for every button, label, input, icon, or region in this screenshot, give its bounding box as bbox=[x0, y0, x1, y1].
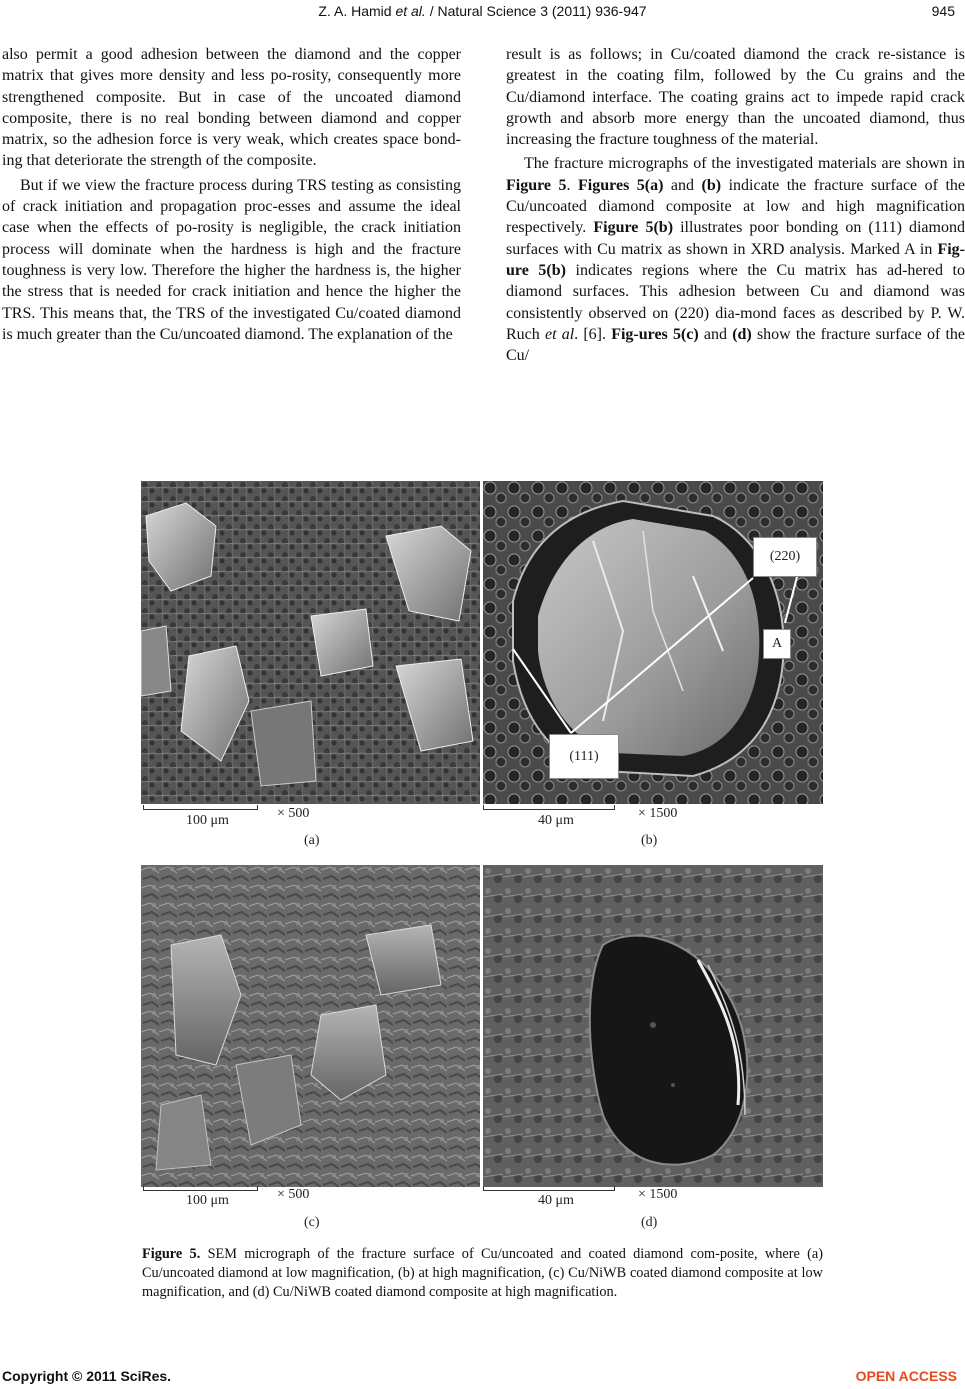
scale-label: 100 μm bbox=[186, 813, 229, 828]
panel-d bbox=[483, 865, 823, 1233]
right-paragraph-2: The fracture micrographs of the investigated materials are shown in Figure 5. Figures 5(a) and (b) indicate the fracture surface of the Cu/uncoated diamond composite at low and high magnification respectively. Figure 5(b) illustrates poor bonding on (111) diamond surfaces with Cu matrix as shown in XRD analysis. Marked A in Fig-ure 5(b) indicates regions where the Cu matrix has ad-hered to diamond surfaces. This adhesion between Cu and diamond was consistently observed on (220) dia-mond faces as described by P. W. Ruch et al. [6]. Fig-ures 5(c) and (d) show the fracture surface of the Cu/ bbox=[506, 155, 965, 365]
copyright-text: Copyright © 2011 SciRes. bbox=[2, 1368, 172, 1384]
magnification-label: × 500 bbox=[277, 806, 310, 821]
callout-a: A bbox=[763, 629, 791, 659]
scale-bar bbox=[483, 809, 615, 810]
callout-111: (111) bbox=[549, 734, 619, 779]
header-journal: / Natural Science 3 (2011) 936-947 bbox=[429, 3, 647, 19]
left-paragraph-1: also permit a good adhesion between the diamond and the copper matrix that gives more density and less po-rosity, consequently more strengthened composite. But in case of the uncoated diamond composite, there is no real bonding between diamond and copper matrix, so the adhesion force is very weak, which creates space bond-ing that deteriorate the strength of the composite. bbox=[2, 46, 461, 170]
figure-ref[interactable]: Fig-ures 5(c) bbox=[611, 325, 699, 343]
panel-label: (d) bbox=[641, 1215, 658, 1230]
magnification-label: × 500 bbox=[277, 1187, 310, 1202]
scale-bar bbox=[143, 809, 258, 810]
header-et-al: et al. bbox=[395, 3, 426, 19]
figure-ref[interactable]: Fig-ure 5(b) bbox=[506, 240, 965, 279]
figure-ref[interactable]: Figure 5(b) bbox=[593, 219, 674, 237]
scale-label: 40 μm bbox=[538, 1193, 574, 1208]
open-access-link[interactable]: OPEN ACCESS bbox=[855, 1368, 957, 1384]
running-header bbox=[0, 0, 965, 22]
figure-ref[interactable]: Figure 5 bbox=[506, 176, 567, 194]
panel-label: (c) bbox=[304, 1215, 320, 1230]
panel-label: (b) bbox=[641, 833, 658, 848]
sem-micrograph-a bbox=[141, 481, 480, 804]
scale-label: 100 μm bbox=[186, 1193, 229, 1208]
figure-ref[interactable]: (d) bbox=[732, 325, 752, 343]
scale-bar bbox=[483, 1190, 615, 1191]
left-column bbox=[2, 44, 461, 345]
figure-caption bbox=[142, 1245, 823, 1302]
magnification-label: × 1500 bbox=[638, 1187, 678, 1202]
panel-b bbox=[483, 481, 823, 857]
caption-label: Figure 5. bbox=[142, 1246, 201, 1262]
panel-a bbox=[141, 481, 480, 857]
sem-micrograph-d bbox=[483, 865, 823, 1187]
magnification-label: × 1500 bbox=[638, 806, 678, 821]
scale-label: 40 μm bbox=[538, 813, 574, 828]
page-footer bbox=[0, 1368, 965, 1388]
callout-220: (220) bbox=[753, 537, 817, 577]
figure-ref[interactable]: Figures 5(a) bbox=[578, 176, 664, 194]
sem-micrograph-c bbox=[141, 865, 480, 1187]
page-number: 945 bbox=[931, 3, 955, 19]
running-title bbox=[0, 3, 965, 19]
right-column bbox=[506, 44, 965, 366]
panel-label: (a) bbox=[304, 833, 320, 848]
caption-text: SEM micrograph of the fracture surface of Cu/uncoated and coated diamond com-posite, where (a) Cu/uncoated diamond at low magnification, (b) at high magnification, (c) Cu/NiWB coated diamond composite at low magnification, and (d) Cu/NiWB coated diamond composite at high magnification. bbox=[142, 1246, 823, 1300]
panel-c bbox=[141, 865, 480, 1233]
left-paragraph-2: But if we view the fracture process during TRS testing as consisting of crack initiation and propagation proc-esses and assume the ideal case when the effects of po-rosity is negligible, the crack initiation process will dominate when the hardness is high and the fracture toughness is very low. Therefore the higher the hardness is, the higher the stress that is needed for crack initiation and hence the higher the TRS. This means that, the TRS of the investigated Cu/coated diamond is much greater than the Cu/uncoated diamond. The explanation of the bbox=[2, 176, 461, 343]
right-paragraph-1: result is as follows; in Cu/coated diamond the crack re-sistance is greatest in the coating film, followed by the Cu grains and the Cu/diamond interface. The coating grains act to impede rapid crack growth and absorb more energy than the uncoated diamond, thus increasing the fracture toughness of the material. bbox=[506, 46, 965, 149]
scale-bar bbox=[143, 1190, 258, 1191]
figure-ref[interactable]: (b) bbox=[701, 176, 722, 194]
header-authors: Z. A. Hamid bbox=[318, 3, 392, 19]
